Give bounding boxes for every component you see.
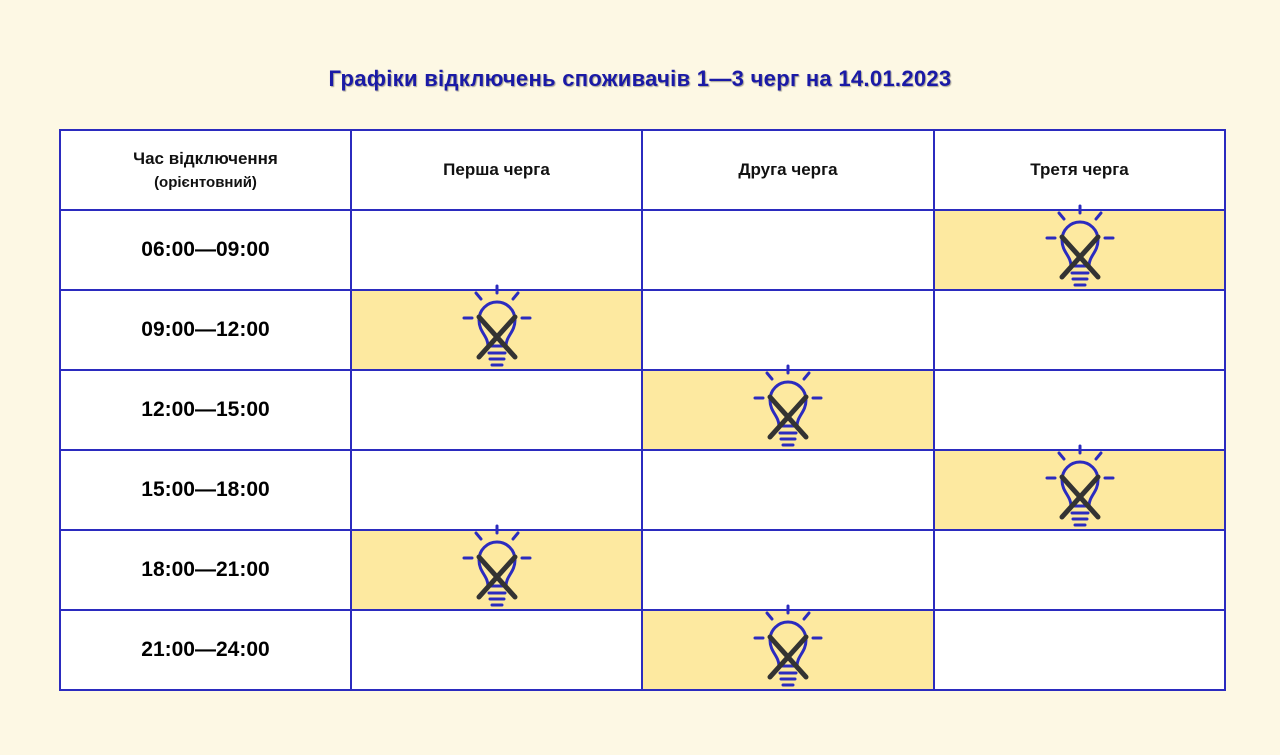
queue-slot (934, 610, 1225, 690)
queue-slot (934, 370, 1225, 450)
time-cell: 09:00—12:00 (60, 290, 351, 370)
lightbulb-crossed-icon (1042, 442, 1118, 538)
queue-slot (642, 530, 934, 610)
table-row (60, 450, 1225, 530)
time-cell: 15:00—18:00 (60, 450, 351, 530)
queue-slot (934, 210, 1225, 290)
lightbulb-crossed-icon (459, 282, 535, 378)
outage-schedule-table (59, 129, 1226, 691)
queue-slot (351, 370, 642, 450)
queue-slot (642, 210, 934, 290)
time-cell: 21:00—24:00 (60, 610, 351, 690)
queue-slot (351, 610, 642, 690)
time-column-header (60, 130, 351, 210)
queue-slot (934, 290, 1225, 370)
queue-slot (351, 530, 642, 610)
table-row (60, 370, 1225, 450)
queue-header-1: Перша черга (351, 130, 642, 210)
queue-slot (642, 370, 934, 450)
lightbulb-crossed-icon (750, 362, 826, 458)
lightbulb-crossed-icon (750, 602, 826, 698)
queue-slot (351, 210, 642, 290)
table-row (60, 610, 1225, 690)
header-row (60, 130, 1225, 210)
queue-slot (642, 290, 934, 370)
table-row (60, 530, 1225, 610)
page-title: Графіки відключень споживачів 1—3 черг на 14.01.2023 (328, 66, 952, 91)
time-header-label: Час відключення (133, 149, 278, 168)
queue-slot (642, 450, 934, 530)
queue-slot (351, 450, 642, 530)
table-row (60, 210, 1225, 290)
time-header-note: (орієнтовний) (154, 174, 257, 191)
queue-slot (351, 290, 642, 370)
queue-slot (934, 530, 1225, 610)
time-cell: 18:00—21:00 (60, 530, 351, 610)
queue-header-2: Друга черга (642, 130, 934, 210)
lightbulb-crossed-icon (1042, 202, 1118, 298)
queue-slot (934, 450, 1225, 530)
time-cell: 06:00—09:00 (60, 210, 351, 290)
lightbulb-crossed-icon (459, 522, 535, 618)
queue-slot (642, 610, 934, 690)
queue-header-3: Третя черга (934, 130, 1225, 210)
table-row (60, 290, 1225, 370)
time-cell: 12:00—15:00 (60, 370, 351, 450)
